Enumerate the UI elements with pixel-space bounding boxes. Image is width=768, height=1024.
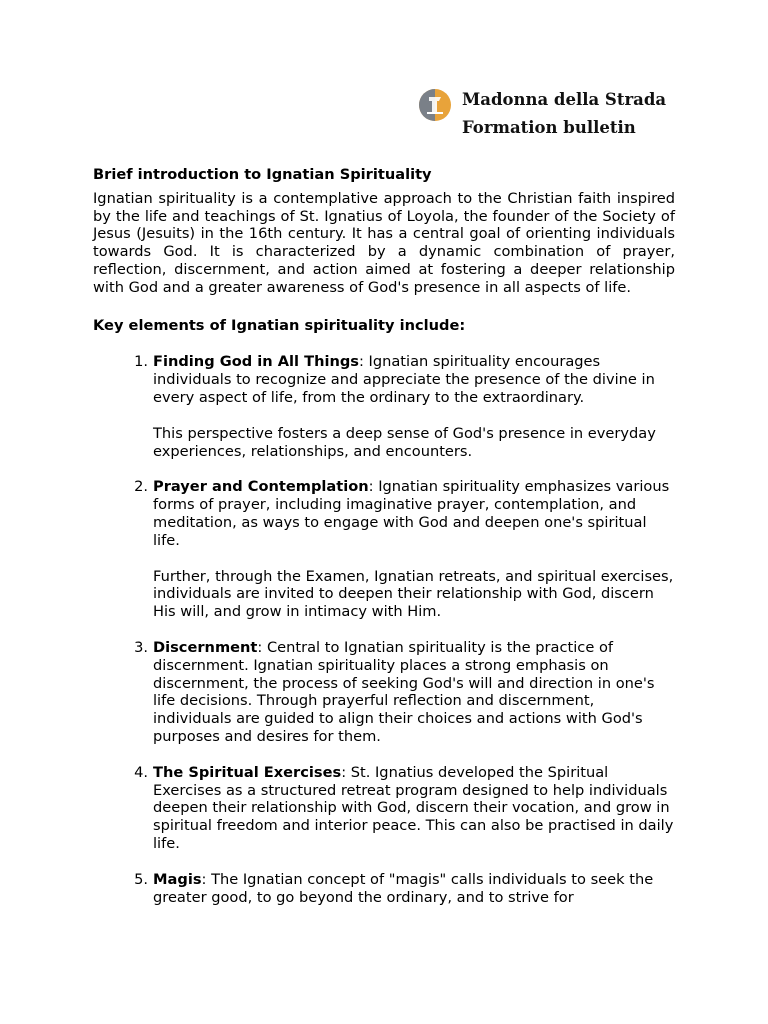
header-line-2: Formation bulletin — [462, 118, 636, 137]
header-title-block — [462, 86, 666, 142]
item-number: 4. — [134, 763, 148, 781]
document-body — [93, 166, 675, 924]
item-number: 2. — [134, 478, 148, 496]
item-title: The Spiritual Exercises — [153, 763, 342, 781]
item-text: : The Ignatian concept of "magis" calls individuals to seek the greater good, to go beyond the ordinary, and to strive for — [153, 870, 654, 906]
item-second-paragraph: This perspective fosters a deep sense of God's presence in everyday experiences, relationships, and encounters. — [153, 424, 656, 460]
item-title: Prayer and Contemplation — [153, 478, 369, 496]
item-number: 5. — [134, 870, 148, 888]
bulletin-header — [418, 86, 666, 142]
item-text: : Central to Ignatian spirituality is the practice of discernment. Ignatian spirituality places a strong emphasis on discernment, the process of seeking God's will and direction in one's life decisions. Through prayerful reflection and discernment, individuals are guided to align their choices and actions with God's purposes and desires for them. — [153, 638, 655, 745]
item-second-paragraph: Further, through the Examen, Ignatian retreats, and spiritual exercises, individuals are invited to deepen their relationship with God, discern His will, and grow in intimacy with Him. — [153, 567, 674, 621]
item-paragraph — [153, 478, 675, 549]
item-paragraph — [153, 639, 675, 746]
header-line-1: Madonna della Strada — [462, 90, 667, 109]
list-item — [93, 639, 675, 746]
list-item — [93, 764, 675, 853]
intro-title: Brief introduction to Ignatian Spirituality — [93, 166, 432, 183]
item-paragraph — [153, 353, 675, 406]
item-text: : Ignatian spirituality encourages individuals to recognize and appreciate the presence of the divine in every aspect of life, from the ordinary to the extraordinary. — [153, 353, 655, 406]
list-item — [93, 871, 675, 907]
list-item — [93, 478, 675, 621]
item-paragraph — [153, 764, 675, 853]
madonna-della-strada-logo-icon — [418, 88, 452, 122]
item-text: : St. Ignatius developed the Spiritual Exercises as a structured retreat program designed to help individuals deepen their relationship with God, discern their vocation, and grow in spiritual freedom and interior peace. This can also be practised in daily life. — [153, 763, 674, 852]
intro-paragraph: Ignatian spirituality is a contemplative approach to the Christian faith inspired by the life and teachings of St. Ignatius of Loyola, the founder of the Society of Jesus (Jesuits) in the 16th century. It has a central goal of orienting individuals towards God. It is characterized by a dynamic combination of prayer, reflection, discernment, and action aimed at fostering a deeper relationship with God and a greater awareness of God's presence in all aspects of life. — [93, 189, 675, 296]
item-paragraph — [153, 871, 675, 907]
item-title: Magis — [153, 870, 202, 888]
item-number: 3. — [134, 638, 148, 656]
key-elements-heading: Key elements of Ignatian spirituality include: — [93, 316, 466, 334]
item-text: : Ignatian spirituality emphasizes various forms of prayer, including imaginative prayer, contemplation, and meditation, as ways to engage with God and deepen one's spiritual life. — [153, 478, 670, 549]
key-elements-list — [93, 353, 675, 906]
item-title: Discernment — [153, 638, 258, 656]
item-title: Finding God in All Things — [153, 353, 359, 371]
item-number: 1. — [134, 353, 148, 371]
list-item — [93, 353, 675, 460]
